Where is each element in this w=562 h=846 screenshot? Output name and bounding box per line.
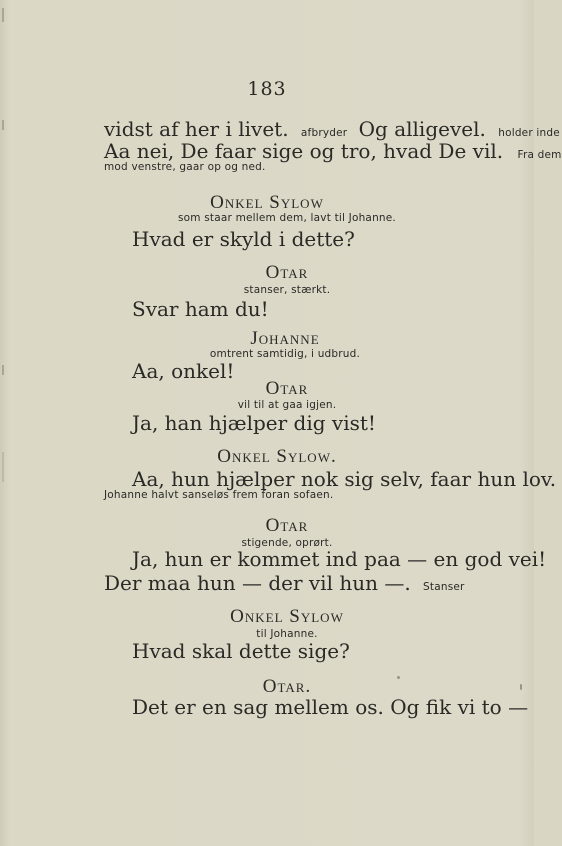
stage-direction: holder inde	[498, 127, 560, 139]
stage-direction: stigende, oprørt.	[241, 537, 333, 549]
stage-direction: til Johanne.	[256, 628, 318, 640]
speech-line: Svar ham du!	[132, 297, 269, 321]
page-edge-mark	[2, 8, 4, 22]
stage-direction: mod venstre, gaar op og ned.	[104, 161, 266, 173]
page-edge-mark	[2, 120, 4, 130]
speaker-name: Onkel Sylow	[230, 606, 344, 627]
page-edge-mark	[2, 452, 4, 482]
speech-line: Aa, onkel!	[132, 359, 235, 383]
speaker-name: Onkel Sylow	[210, 192, 324, 213]
stage-direction: som staar mellem dem, lavt til Johanne.	[178, 212, 396, 224]
speech-line: Aa, hun hjælper nok sig selv, faar hun lov.	[132, 467, 557, 491]
speaker-name: Onkel Sylow.	[217, 446, 337, 467]
speech-line: Hvad er skyld i dette?	[132, 227, 355, 251]
speech-text: vidst af her i livet.	[104, 117, 289, 141]
stage-direction: Stanser	[423, 581, 465, 593]
speech-line: Ja, hun er kommet ind paa — en god vei!	[132, 547, 547, 571]
stage-direction: vil til at gaa igjen.	[237, 399, 337, 411]
speech-line: Hvad skal dette sige?	[132, 639, 350, 663]
page-edge-mark	[2, 365, 4, 375]
stage-direction: stanser, stærkt.	[243, 284, 331, 296]
speaker-name: Johanne	[250, 328, 320, 349]
speech-text: Aa nei, De faar sige og tro, hvad De vil.	[104, 139, 504, 163]
stage-direction: afbryder	[300, 127, 348, 139]
speaker-name: Otar	[265, 262, 309, 283]
speaker-name: Otar	[265, 378, 309, 399]
speech-text: Der maa hun — der vil hun —.	[104, 571, 411, 595]
speech-text: Og alligevel.	[358, 117, 486, 141]
speech-line: Det er en sag mellem os. Og fik vi to —	[132, 695, 529, 719]
speaker-name: Otar.	[262, 676, 312, 697]
stage-direction: Johanne halvt sanseløs frem foran sofaen.	[104, 489, 334, 501]
speech-line	[104, 572, 465, 598]
speech-line: Ja, han hjælper dig vist!	[132, 411, 376, 435]
speaker-name: Otar	[265, 515, 309, 536]
stage-direction: Fra dem	[517, 149, 562, 161]
page-number: 183	[247, 78, 287, 100]
stage-direction: omtrent samtidig, i udbrud.	[209, 348, 361, 360]
